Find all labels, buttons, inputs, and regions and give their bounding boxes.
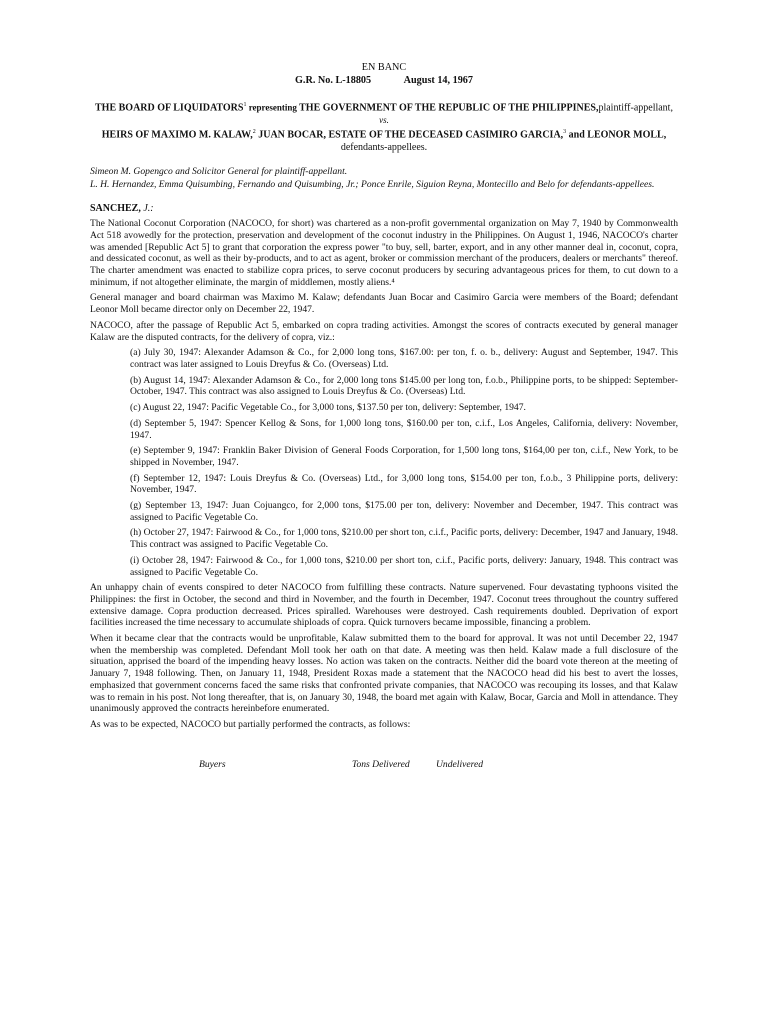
column-header-undelivered: Undelivered — [436, 758, 484, 770]
decision-date: August 14, 1967 — [403, 74, 473, 86]
contract-item: (b) August 14, 1947: Alexander Adamson & Co., for 2,000 long tons $145.00 per long ton, f.o.b., Philippine ports, to be shipped: September-October, 1947. This contract was also assigned to Louis Dreyfus & Co. (Overseas) Ltd. — [130, 374, 678, 398]
counsel-plaintiff: Simeon M. Gopengco and Solicitor General for plaintiff-appellant. — [90, 166, 348, 178]
case-number: G.R. No. L-18805 — [295, 74, 372, 86]
defendants-line — [90, 126, 678, 154]
case-header — [90, 75, 678, 88]
contract-item: (e) September 9, 1947: Franklin Baker Division of General Foods Corporation, for 1,500 long tons, $164,00 per ton, c.i.f., New York, to be shipped in November, 1947. — [130, 445, 678, 468]
versus: vs. — [379, 114, 389, 125]
contract-item: (d) September 5, 1947: Spencer Kellog & Sons, for 1,000 long tons, $160.00 per ton, c.i.f., Los Angeles, California, delivery: November, 1947. — [130, 417, 678, 441]
footnote-3: 3 — [563, 128, 567, 135]
paragraph-board-members: General manager and board chairman was Maximo M. Kalaw; defendants Juan Bocar and Casimiro Garcia were members of the Board; defendant Leonor Moll became director only on December 22, 1947. — [90, 292, 678, 316]
ponente-suffix: J.: — [140, 202, 154, 214]
footnote-2: 2 — [252, 128, 256, 135]
defendant-moll: and LEONOR MOLL, — [566, 129, 667, 141]
ponente — [90, 203, 678, 215]
plaintiff-line — [90, 99, 678, 115]
contract-item: (i) October 28, 1947: Fairwood & Co., for 1,000 tons, $210.00 per short ton, c.i.f., Pacific ports, delivery: January, 1948. This contract was assigned to Pacific Vegetable Co. — [130, 554, 678, 578]
court-division: EN BANC — [361, 62, 407, 73]
plaintiff-government: THE GOVERNMENT OF THE REPUBLIC OF THE PHILIPPINES, — [299, 102, 599, 114]
contract-item: (h) October 27, 1947: Fairwood & Co., for 1,000 tons, $210.00 per short ton, c.i.f., Pacific ports, delivery: December, 1947 and January, 1948. This contract was assigned to Pacific Vegetable Co. — [130, 527, 678, 551]
column-header-tons-delivered: Tons Delivered — [352, 758, 410, 770]
column-header-buyers: Buyers — [199, 758, 226, 770]
counsel-block — [90, 166, 678, 190]
deliveries-table-header — [90, 759, 678, 773]
contract-item: (a) July 30, 1947: Alexander Adamson & Co., for 2,000 long tons, $167.00: per ton, f. o. b., delivery: August and September, 1947. This contract was later assigned to Louis Dreyfus & Co. (Overseas) Ltd. — [130, 347, 678, 370]
contract-item: (c) August 22, 1947: Pacific Vegetable Co., for 3,000 tons, $137.50 per ton, delivery: September, 1947. — [130, 402, 526, 414]
plaintiff-representing: representing — [246, 102, 300, 113]
ponente-name: SANCHEZ, — [90, 202, 141, 214]
counsel-defendants: L. H. Hernandez, Emma Quisumbing, Fernando and Quisumbing, Jr.; Ponce Enrile, Siguion Reyna, Montecillo and Belo for defendants-appellees. — [90, 178, 655, 190]
contract-item: (f) September 12, 1947: Louis Dreyfus & Co. (Overseas) Ltd., for 3,000 long tons, $154.00 per ton, f.o.b., 3 Philippine ports, delivery: November, 1947. — [130, 472, 678, 496]
plaintiff-role: plaintiff-appellant, — [598, 102, 673, 114]
document-page — [90, 62, 678, 773]
paragraph-board-approval: When it became clear that the contracts would be unprofitable, Kalaw submitted them to the board for approval. It was not until December 22, 1947 when the membership was completed. Defendant Moll took her oath on that date. A meeting was then held. Kalaw made a full disclosure of the situation, apprised the board of the impending heavy losses. No action was taken on the contracts. Neither did the board vote thereon at the meeting of January 7, 1948 following. Then, on January 11, 1948, President Roxas made a statement that the NACOCO head did his best to avert the losses, emphasized that government concerns faced the same risks that confronted private companies, that NACOCO was recouping its losses, and that Kalaw was to remain in his post. Not long thereafter, that is, on January 30, 1948, the board met again with Kalaw, Bocar, Garcia and Moll in attendance. They unanimously approved the contracts hereinbefore enumerated. — [90, 633, 678, 715]
plaintiff-name: THE BOARD OF LIQUIDATORS — [95, 102, 244, 114]
footnote-1: 1 — [243, 102, 247, 108]
paragraph-typhoons: An unhappy chain of events conspired to deter NACOCO from fulfilling these contracts. Nature supervened. Four devastating typhoons visited the Philippines: the first in October, the second and third in November, and the fourth in December, 1947. Coconut trees throughout the country suffered extensive damage. Copra production decreased. Prices spiralled. Warehouses were destroyed. Cash requirements doubled. Deprivation of export facilities increased the time necessary to accumulate shiploads of copra. Quick turnovers became impossible, financing a problem. — [90, 582, 678, 629]
defendant-kalaw: HEIRS OF MAXIMO M. KALAW, — [101, 129, 253, 141]
parties-block — [90, 99, 678, 154]
paragraph-nacoco-charter: The National Coconut Corporation (NACOCO, for short) was chartered as a non-profit governmental organization on May 7, 1940 by Commonwealth Act 518 avowedly for the protection, preservation and development of the coconut industry in the Philippines. On August 1, 1946, NACOCO's charter was amended [Republic Act 5] to grant that corporation the express power "to buy, sell, barter, export, and in any other manner deal in, coconut, copra, and dessicated coconut, as well as their by-products, and to act as agent, broker or commission merchant of the producers, dealers or merchants" thereof. The charter amendment was enacted to stabilize copra prices, to serve coconut producers by securing advantageous prices for them, to cut down to a minimum, if not altogether eliminate, the margin of middlemen, mostly aliens.⁴ — [90, 218, 678, 288]
paragraph-copra-trading: NACOCO, after the passage of Republic Act 5, embarked on copra trading activities. Amongst the scores of contracts executed by general manager Kalaw are the disputed contracts, for the delivery of copra, viz.: — [90, 319, 678, 343]
paragraph-partial-performance: As was to be expected, NACOCO but partially performed the contracts, as follows: — [90, 718, 411, 730]
contract-item: (g) September 13, 1947: Juan Cojuangco, for 2,000 tons, $175.00 per ton, delivery: November and December, 1947. This contract was assigned to Pacific Vegetable Co. — [130, 500, 678, 523]
defendants-role: defendants-appellees. — [340, 141, 428, 153]
defendant-bocar-garcia: JUAN BOCAR, ESTATE OF THE DECEASED CASIMIRO GARCIA, — [255, 129, 564, 141]
